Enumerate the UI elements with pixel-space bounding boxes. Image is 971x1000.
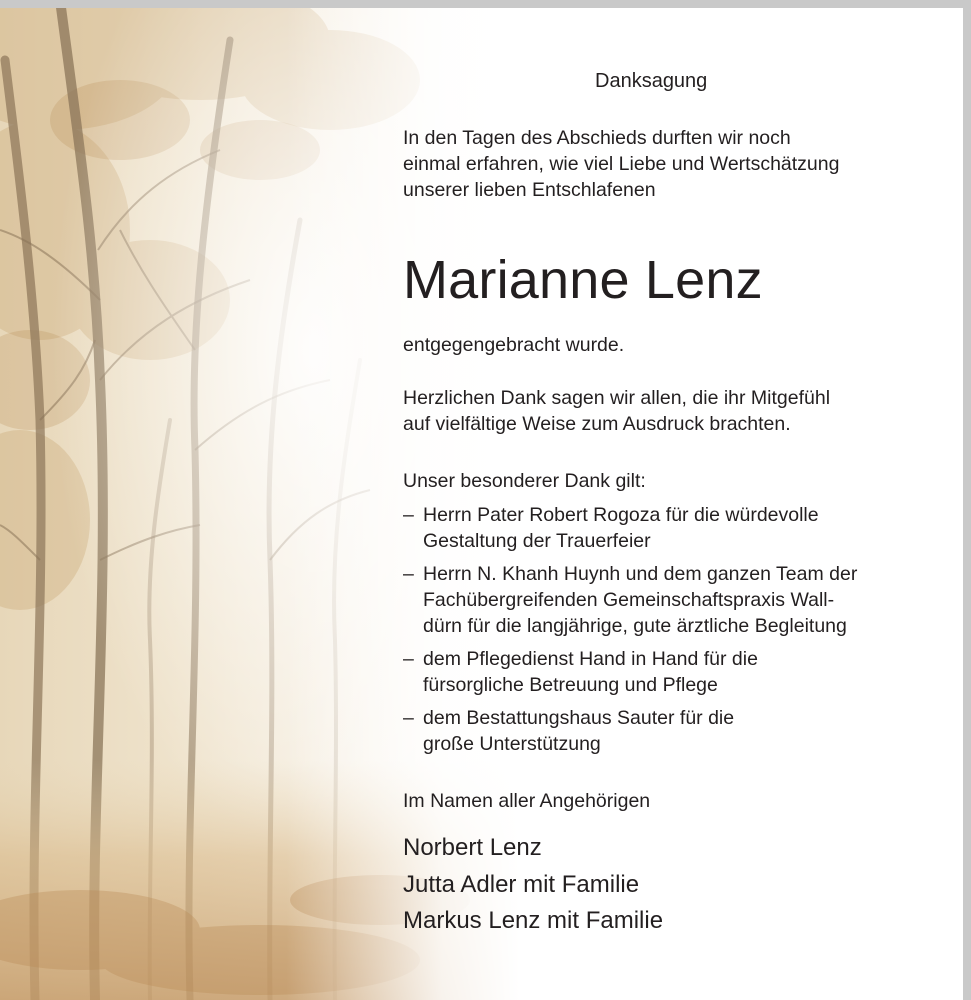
deceased-name: Marianne Lenz bbox=[403, 250, 763, 310]
thanks-line: Herzlichen Dank sagen wir allen, die ihr Mitgefühl bbox=[403, 387, 831, 409]
special-thanks-label: Unser besonderer Dank gilt: bbox=[403, 470, 646, 492]
frame-right-border bbox=[963, 0, 971, 1000]
list-item-line: Herrn N. Khanh Huynh und dem ganzen Team der bbox=[423, 563, 858, 585]
signer-name: Norbert Lenz bbox=[403, 834, 542, 861]
dash-bullet: – bbox=[403, 563, 414, 585]
signers-block bbox=[403, 830, 663, 940]
special-thanks-list bbox=[403, 502, 857, 764]
dash-bullet: – bbox=[403, 504, 414, 526]
notice-heading: Danksagung bbox=[595, 70, 708, 92]
intro-paragraph bbox=[403, 125, 839, 203]
list-item bbox=[403, 561, 857, 639]
list-item-line: Herrn Pater Robert Rogoza für die würdevolle bbox=[423, 504, 819, 526]
dash-bullet: – bbox=[403, 707, 414, 729]
intro-line: einmal erfahren, wie viel Liebe und Wertschätzung bbox=[403, 153, 840, 175]
list-item-line: dem Bestattungshaus Sauter für die bbox=[423, 707, 735, 729]
thanks-paragraph bbox=[403, 385, 830, 437]
list-item-line: fürsorgliche Betreuung und Pflege bbox=[423, 674, 718, 696]
list-item-line: dürn für die langjährige, gute ärztliche Begleitung bbox=[423, 615, 847, 637]
intro-line: In den Tagen des Abschieds durften wir noch bbox=[403, 127, 791, 149]
thanks-line: auf vielfältige Weise zum Ausdruck brachten. bbox=[403, 413, 791, 435]
list-item bbox=[403, 646, 857, 698]
list-item bbox=[403, 705, 857, 757]
list-item-line: Fachübergreifenden Gemeinschaftspraxis Wall- bbox=[423, 589, 835, 611]
frame-top-border bbox=[0, 0, 971, 8]
signer-name: Markus Lenz mit Familie bbox=[403, 907, 664, 934]
list-item-line: große Unterstützung bbox=[423, 733, 601, 755]
received-line: entgegengebracht wurde. bbox=[403, 334, 625, 356]
closing-line: Im Namen aller Angehörigen bbox=[403, 790, 651, 812]
intro-line: unserer lieben Entschlafenen bbox=[403, 179, 656, 201]
list-item bbox=[403, 502, 857, 554]
list-item-line: dem Pflegedienst Hand in Hand für die bbox=[423, 648, 758, 670]
dash-bullet: – bbox=[403, 648, 414, 670]
signer-name: Jutta Adler mit Familie bbox=[403, 870, 640, 898]
list-item-line: Gestaltung der Trauerfeier bbox=[423, 530, 651, 552]
